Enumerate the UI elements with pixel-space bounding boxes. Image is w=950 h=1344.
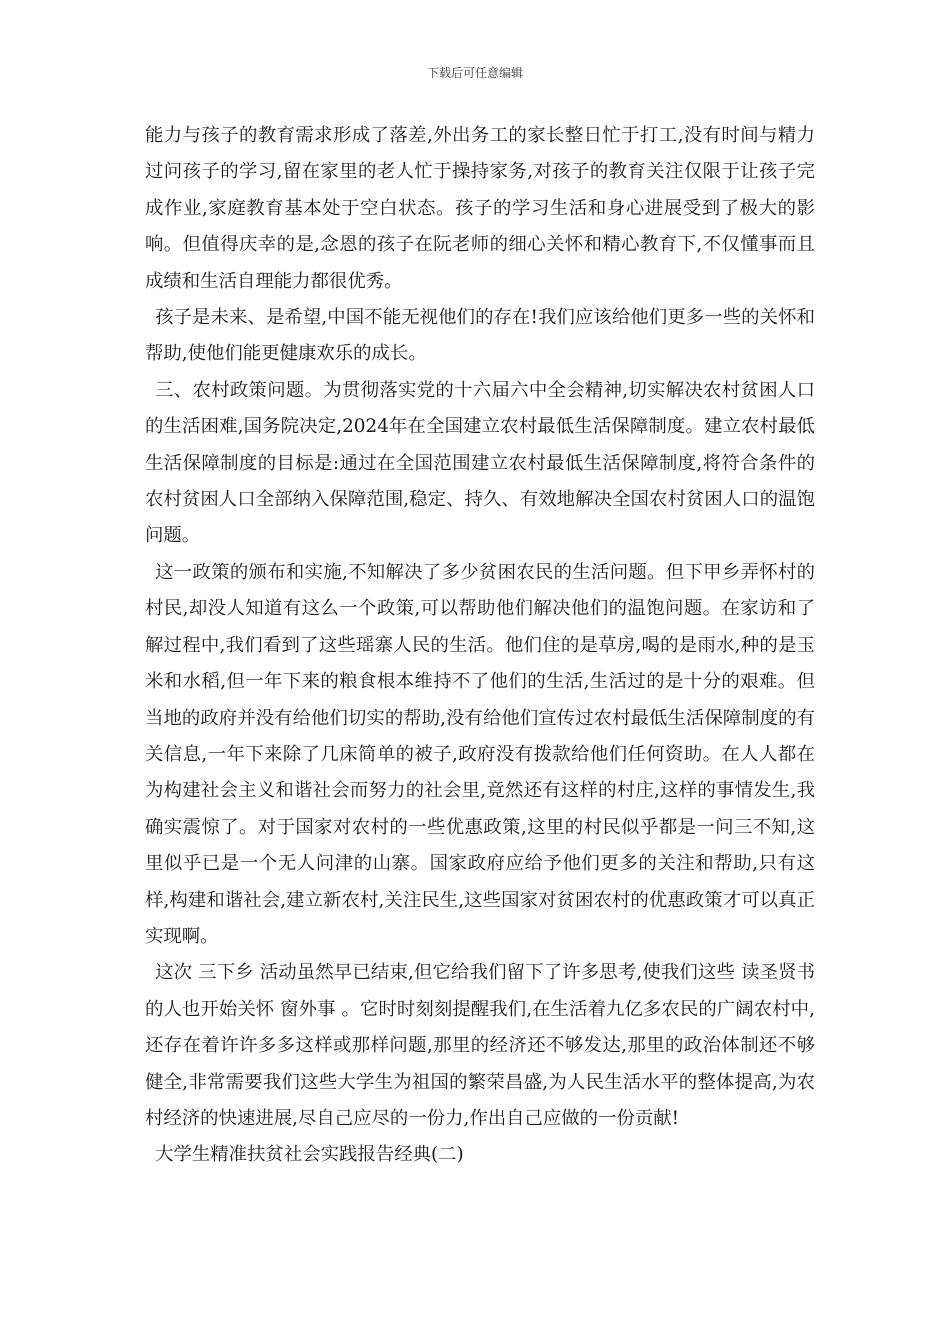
section-heading-report-two: 大学生精准扶贫社会实践报告经典(二) (155, 1144, 464, 1166)
page-header-note: 下载后可任意编辑 (426, 66, 523, 80)
document-body (145, 118, 815, 1174)
paragraph-rural-policy: 三、农村政策问题。为贯彻落实党的十六届六中全会精神,切实解决农村贫困人口的生活困难,国务院决定,2024年在全国建立农村最低生活保障制度。建立农村最低生活保障制度的目标是:通过在全国范围建立农村最低生活保障制度,将符合条件的农村贫困人口全部纳入保障范围,稳定、持久、有效地解决全国农村贫困人口的温饱问题。 (145, 379, 815, 547)
paragraph-education-gap: 能力与孩子的教育需求形成了落差,外出务工的家长整日忙于打工,没有时间与精力过问孩子的学习,留在家里的老人忙于操持家务,对孩子的教育关注仅限于让孩子完成作业,家庭教育基本处于空白状态。孩子的学习生活和身心进展受到了极大的影响。但值得庆幸的是,念恩的孩子在阮老师的细心关怀和精心教育下,不仅懂事而且成绩和生活自理能力都很优秀。 (145, 125, 815, 292)
paragraph-children-future: 孩子是未来、是希望,中国不能无视他们的存在!我们应该给他们更多一些的关怀和帮助,使他们能更健康欢乐的成长。 (145, 307, 815, 365)
paragraph-reflection: 这次 三下乡 活动虽然早已结束,但它给我们留下了许多思考,使我们这些 读圣贤书 的人也开始关怀 窗外事 。它时时刻刻提醒我们,在生活着九亿多农民的广阔农村中,还存在着许许多多这样或那样问题,那里的经济还不够发达,那里的政治体制还不够健全,非常需要我们这些大学生为祖国的繁荣昌盛,为人民生活水平的整体提高,为农村经济的快速进展,尽自己应尽的一份力,作出自己应做的一份贡献! (145, 962, 815, 1129)
paragraph-village-conditions: 这一政策的颁布和实施,不知解决了多少贫困农民的生活问题。但下甲乡弄怀村的村民,却没人知道有这么一个政策,可以帮助他们解决他们的温饱问题。在家访和了解过程中,我们看到了这些瑶寨人民的生活。他们住的是草房,喝的是雨水,种的是玉米和水稻,但一年下来的粮食根本维持不了他们的生活,生活过的是十分的艰难。但当地的政府并没有给他们切实的帮助,没有给他们宣传过农村最低生活保障制度的有关信息,一年下来除了几床简单的被子,政府没有拨款给他们任何资助。在人人都在为构建社会主义和谐社会而努力的社会里,竟然还有这样的村庄,这样的事情发生,我确实震惊了。对于国家对农村的一些优惠政策,这里的村民似乎都是一问三不知,这里似乎已是一个无人问津的山寨。国家政府应给予他们更多的关注和帮助,只有这样,构建和谐社会,建立新农村,关注民生,这些国家对贫困农村的优惠政策才可以真正实现啊。 (145, 561, 815, 947)
